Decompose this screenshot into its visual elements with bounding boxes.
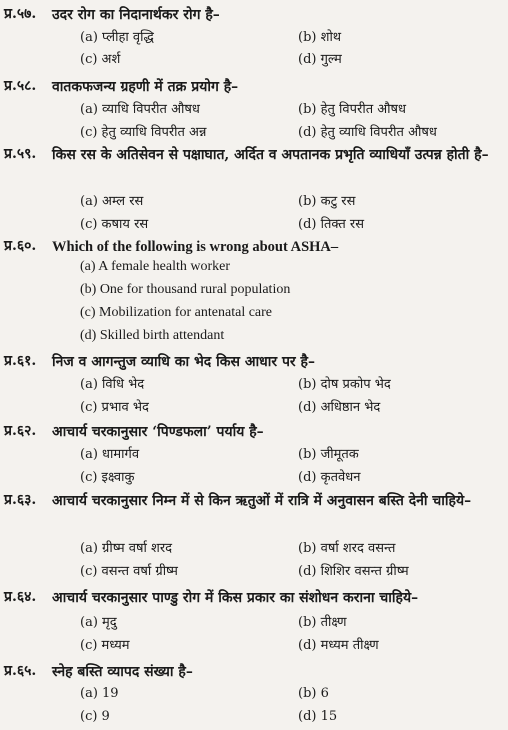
option-d: (d) हेतु व्याधि विपरीत औषध <box>298 125 437 140</box>
question-number: प्र.६२. <box>4 423 37 439</box>
option-d: (d) गुल्म <box>298 52 342 67</box>
option-d: (d) Skilled birth attendant <box>80 328 225 343</box>
option-c: (c) मध्यम <box>80 638 130 653</box>
option-b: (b) शोथ <box>298 30 342 45</box>
option-b: (b) जीमूतक <box>298 447 359 462</box>
option-c: (c) 9 <box>80 709 110 724</box>
option-d: (d) कृतवेधन <box>298 470 361 485</box>
option-c: (c) हेतु व्याधि विपरीत अन्न <box>80 125 207 140</box>
option-d: (d) मध्यम तीक्ष्ण <box>298 638 379 653</box>
option-a: (a) 19 <box>80 686 119 701</box>
option-d: (d) 15 <box>298 709 338 724</box>
option-b: (b) हेतु विपरीत औषध <box>298 102 407 117</box>
question-text: उदर रोग का निदानार्थकर रोग है– <box>52 7 220 23</box>
option-a: (a) A female health worker <box>80 259 231 274</box>
question-text: वातकफजन्य ग्रहणी में तक्र प्रयोग है– <box>52 79 239 95</box>
question-text: आचार्य चरकानुसार पाण्डु रोग में किस प्रकार का संशोधन कराना चाहिये– <box>52 590 419 606</box>
option-a: (a) धामार्गव <box>80 447 140 462</box>
option-a: (a) प्लीहा वृद्धि <box>80 30 154 45</box>
question-number: प्र.५८. <box>4 78 37 94</box>
option-b: (b) दोष प्रकोप भेद <box>298 377 391 392</box>
option-b: (b) 6 <box>298 686 329 701</box>
question-text: आचार्य चरकानुसार ‘पिण्डफला’ पर्याय है– <box>52 424 264 440</box>
option-b: (b) वर्षा शरद वसन्त <box>298 541 396 556</box>
option-b: (b) कटु रस <box>298 194 356 209</box>
option-a: (a) अम्ल रस <box>80 194 144 209</box>
question-text: Which of the following is wrong about ASHA– <box>52 239 339 255</box>
question-number: प्र.६४. <box>4 589 37 605</box>
question-text: निज व आगन्तुज व्याधि का भेद किस आधार पर है– <box>52 354 315 370</box>
option-b: (b) तीक्ष्ण <box>298 615 347 630</box>
question-text: स्नेह बस्ति व्यापद संख्या है– <box>52 664 193 680</box>
option-c: (c) कषाय रस <box>80 217 149 232</box>
option-c: (c) अर्श <box>80 52 121 67</box>
option-d: (d) शिशिर वसन्त ग्रीष्म <box>298 564 409 579</box>
option-c: (c) Mobilization for antenatal care <box>80 305 273 320</box>
option-a: (a) विधि भेद <box>80 377 145 392</box>
question-number: प्र.६०. <box>4 238 37 254</box>
option-c: (c) प्रभाव भेद <box>80 400 149 415</box>
option-b: (b) One for thousand rural population <box>80 282 291 297</box>
question-number: प्र.६५. <box>4 663 37 679</box>
question-number: प्र.६१. <box>4 353 37 369</box>
option-c: (c) वसन्त वर्षा ग्रीष्म <box>80 564 178 579</box>
option-d: (d) अधिष्ठान भेद <box>298 400 381 415</box>
question-text: किस रस के अतिसेवन से पक्षाघात, अर्दित व अपतानक प्रभृति व्याधियाँ उत्पन्न होती है– <box>52 147 489 163</box>
option-a: (a) मृदु <box>80 615 117 630</box>
question-number: प्र.६३. <box>4 492 37 508</box>
question-number: प्र.५९. <box>4 146 37 162</box>
question-number: प्र.५७. <box>4 6 37 22</box>
option-c: (c) इक्ष्वाकु <box>80 470 135 485</box>
question-text: आचार्य चरकानुसार निम्न में से किन ऋतुओं में रात्रि में अनुवासन बस्ति देनी चाहिये– <box>52 493 472 509</box>
option-a: (a) ग्रीष्म वर्षा शरद <box>80 541 173 556</box>
option-a: (a) व्याधि विपरीत औषध <box>80 102 200 117</box>
option-d: (d) तिक्त रस <box>298 217 364 232</box>
